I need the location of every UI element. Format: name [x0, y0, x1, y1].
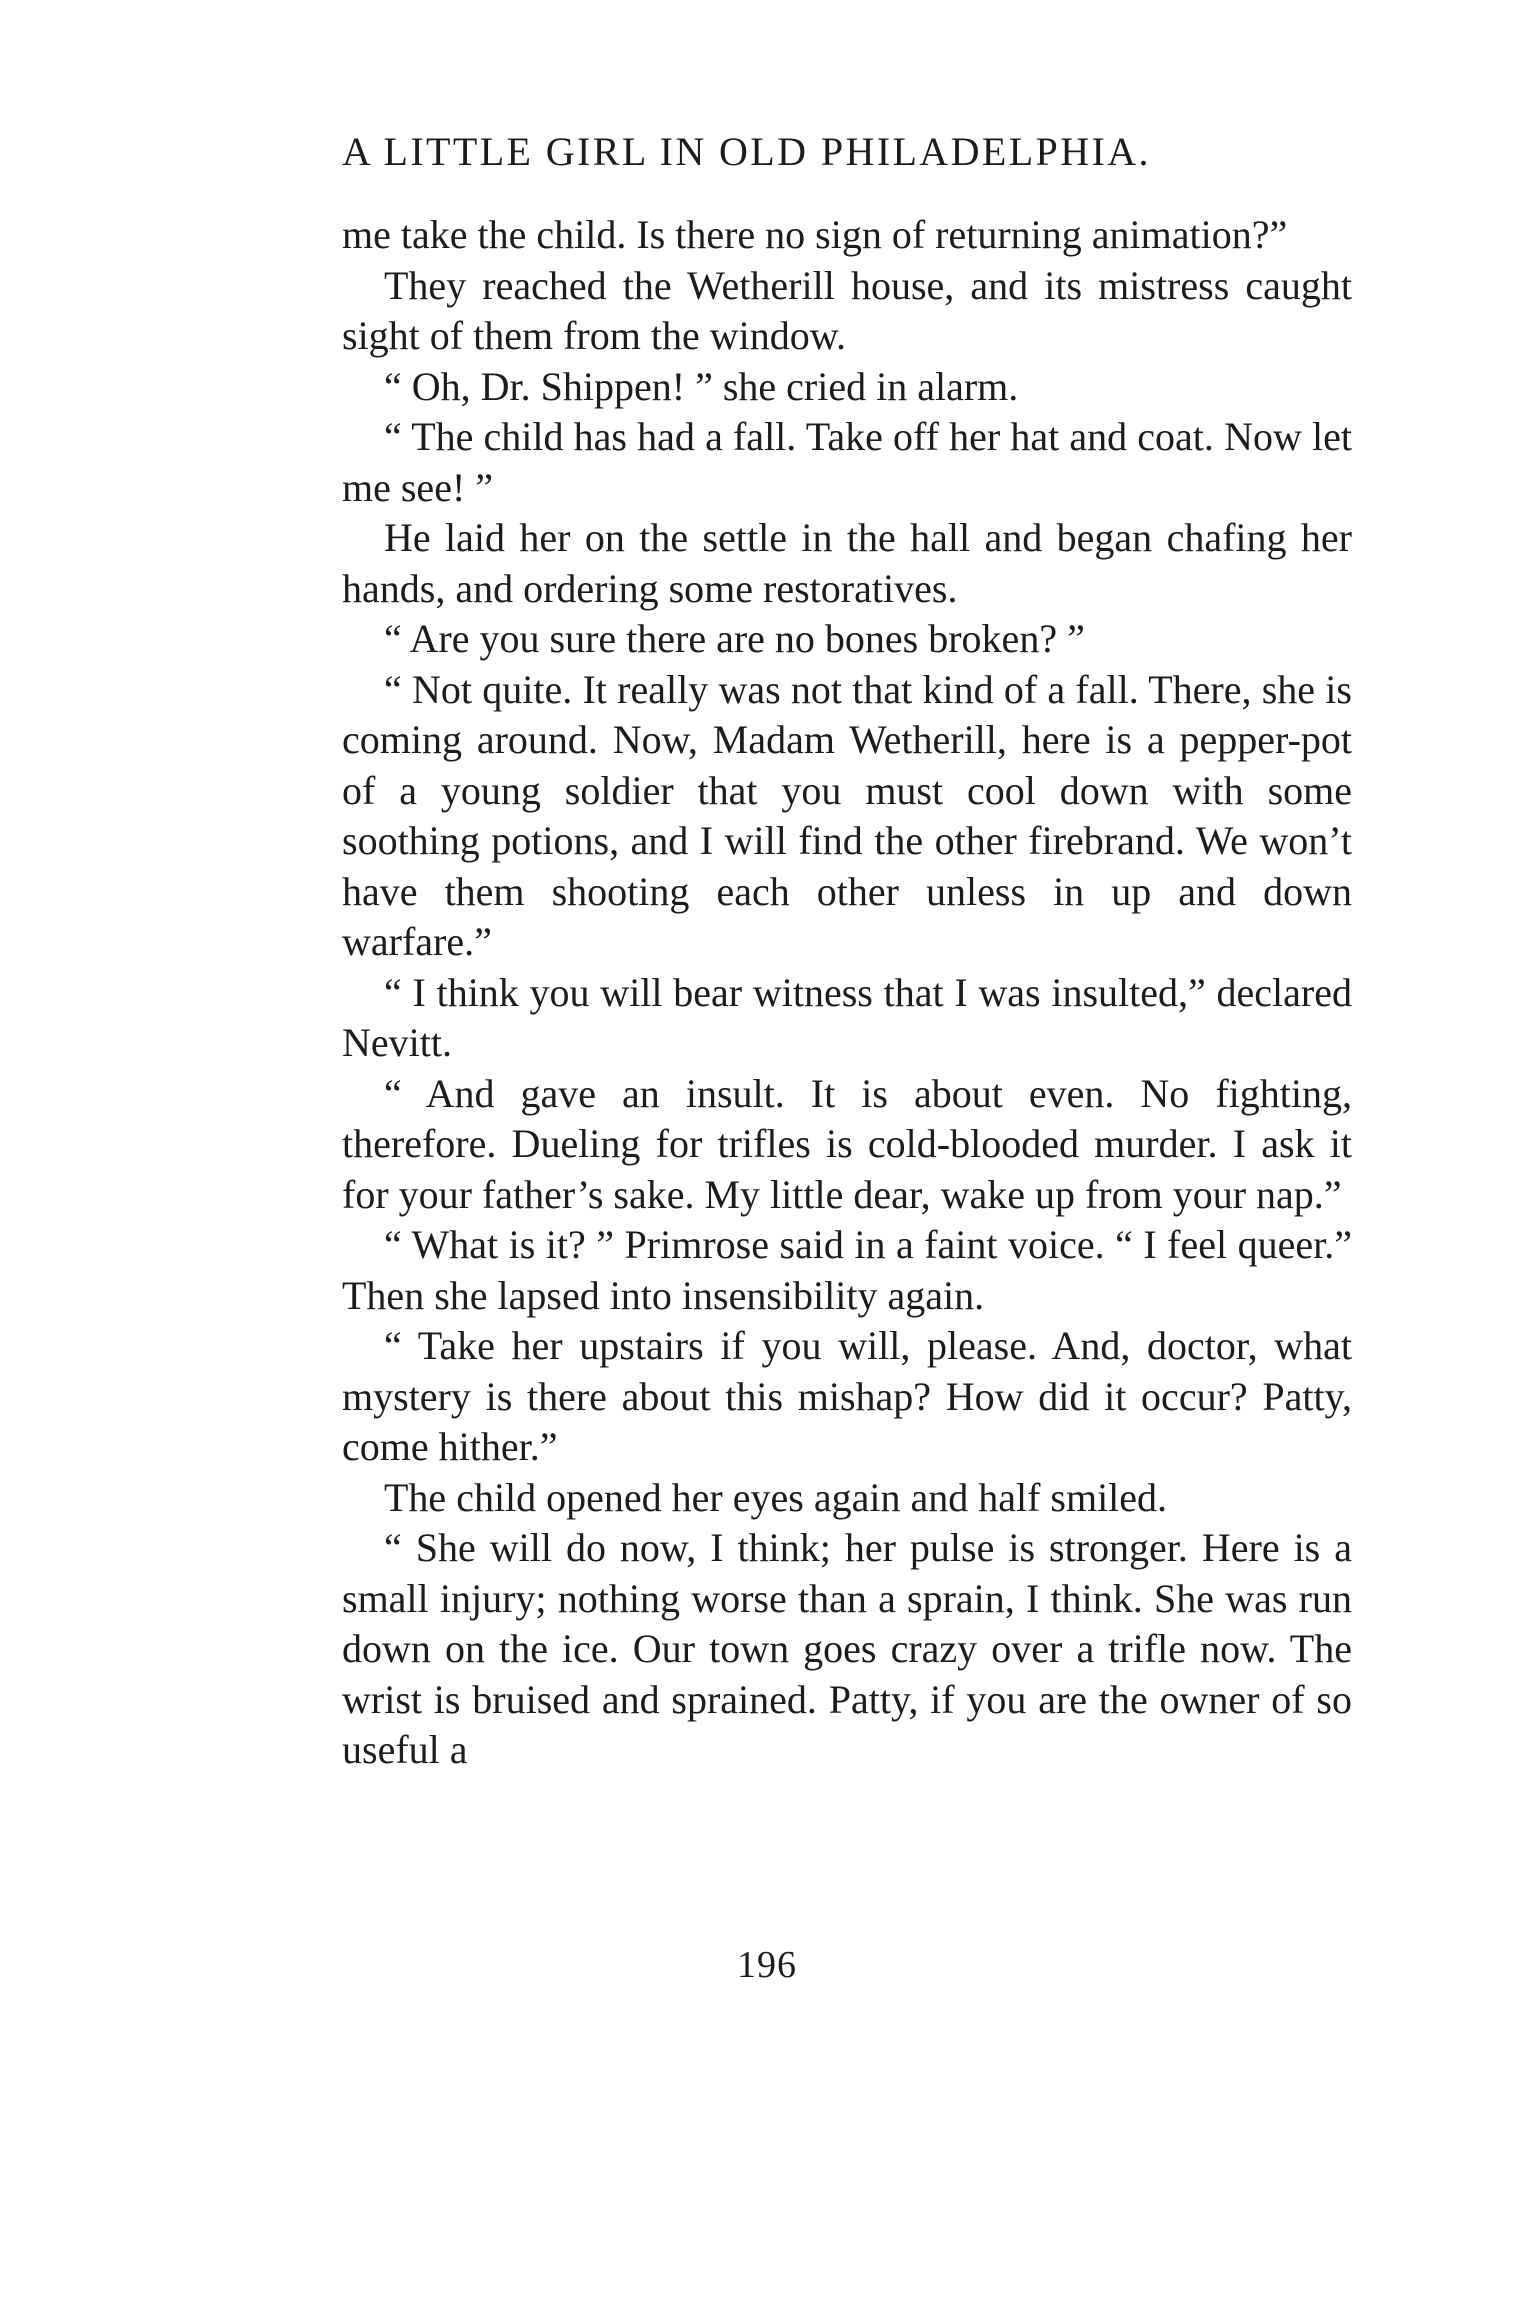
paragraph: “ Not quite. It really was not that kind of a fall. There, she is coming around. Now, Madam Wetherill, here is a pepper-pot of a young soldier that you must cool down with some soothing potions, and I will find the other firebrand. We won’t have them shooting each other unless in up and down warfare.”: [342, 666, 1352, 964]
paragraph: “ I think you will bear witness that I was insulted,” declared Nevitt.: [342, 969, 1352, 1065]
paragraph: “ Oh, Dr. Shippen! ” she cried in alarm.: [384, 363, 1019, 409]
body-text: [342, 210, 1352, 1776]
paragraph: “ What is it? ” Primrose said in a faint voice. “ I feel queer.” Then she lapsed into insensibility again.: [342, 1222, 1352, 1318]
page-number: 196: [737, 1944, 797, 1986]
paragraph: “ Take her upstairs if you will, please. And, doctor, what mystery is there about this mishap? How did it occur? Patty, come hither.”: [342, 1323, 1352, 1469]
paragraph: They reached the Wetherill house, and its mistress caught sight of them from the window.: [342, 262, 1352, 358]
running-head: A LITTLE GIRL IN OLD PHILADELPHIA.: [342, 129, 1151, 174]
paragraph: The child opened her eyes again and half smiled.: [384, 1474, 1168, 1520]
paragraph: “ And gave an insult. It is about even. No fighting, therefore. Dueling for trifles is cold-blooded murder. I ask it for your father’s sake. My little dear, wake up from your nap.”: [342, 1070, 1352, 1217]
paragraph: He laid her on the settle in the hall and began chafing her hands, and ordering some restoratives.: [342, 515, 1352, 611]
paragraph: “ She will do now, I think; her pulse is stronger. Here is a small injury; nothing worse than a sprain, I think. She was run down on the ice. Our town goes crazy over a trifle now. The wrist is bruised and sprained. Patty, if you are the owner of so useful a: [342, 1525, 1352, 1772]
paragraph: me take the child. Is there no sign of returning animation?”: [342, 212, 1288, 257]
paragraph: “ Are you sure there are no bones broken? ”: [384, 616, 1085, 661]
paragraph: “ The child has had a fall. Take off her hat and coat. Now let me see! ”: [342, 414, 1352, 510]
